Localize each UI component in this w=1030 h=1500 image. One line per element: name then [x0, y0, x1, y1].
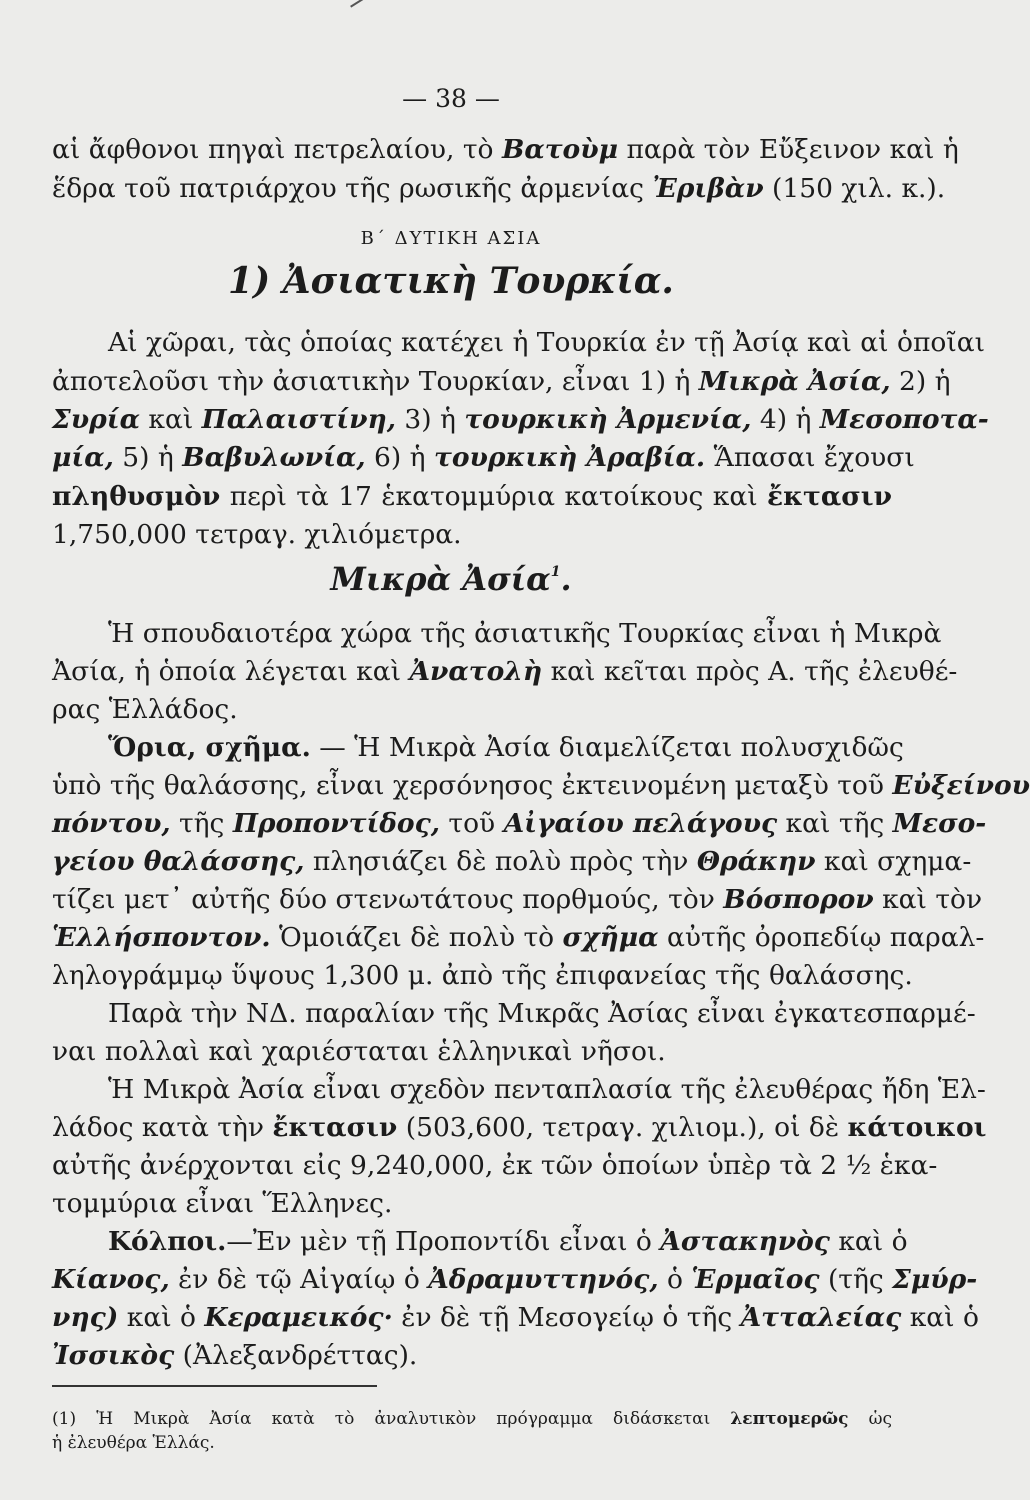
text-run: Ὁμοιάζει δὲ πολὺ τὸ — [270, 922, 563, 953]
text-run: τομμύρια εἶναι Ἕλληνες. — [52, 1188, 393, 1219]
text-run: λάδος κατὰ τὴν — [52, 1112, 273, 1143]
footnote-rule — [52, 1385, 377, 1387]
text-run: τίζει μετ᾽ αὐτῆς δύο στενωτάτους πορθμούς, τὸν — [52, 884, 724, 915]
text-run: καὶ τῆς — [777, 808, 893, 839]
text-run: Κίανος, — [52, 1264, 170, 1295]
text-run: ἕδρα τοῦ πατριάρχου τῆς ρωσικῆς ἀρμενίας — [52, 173, 653, 204]
text-line — [52, 1149, 938, 1183]
text-run: (Ἀλεξανδρέττας). — [174, 1340, 418, 1371]
text-run: μία, — [52, 442, 114, 473]
text-run: (τῆς — [819, 1264, 893, 1295]
page-number: — 38 — — [402, 84, 500, 113]
text-run: Ἀτταλείας — [740, 1302, 902, 1333]
text-run: Βαβυλωνία, — [182, 442, 366, 473]
intro-line-1 — [52, 133, 959, 167]
text-run: Μεσοποτα- — [819, 404, 989, 435]
text-run: Μικρὰ Ἀσία, — [698, 366, 891, 397]
text-run: Ἀστακηνὸς — [660, 1226, 830, 1257]
intro-line-2 — [52, 172, 946, 206]
heading-asiatic-turkey: 1) Ἀσιατικὴ Τουρκία. — [228, 260, 674, 302]
text-run: λεπτομερῶς — [730, 1409, 849, 1429]
text-run: Κόλποι. — [108, 1226, 227, 1257]
text-run: 4) ἡ — [751, 404, 820, 435]
text-line — [108, 997, 976, 1031]
text-run: ρας Ἑλλάδος. — [52, 694, 238, 725]
text-run: τῆς — [170, 808, 233, 839]
text-run: Εὐξείνου — [892, 770, 1030, 801]
text-run: (503,600, τετραγ. χιλιομ.), οἱ δὲ — [397, 1112, 848, 1143]
text-run: καὶ ὁ — [829, 1226, 908, 1257]
text-line — [52, 1263, 978, 1297]
text-run: ἔκτασιν — [272, 1112, 398, 1143]
text-run: Ἡ Μικρὰ Ἀσία εἶναι σχεδὸν πενταπλασία τῆς ἐλευθέρας ἤδη Ἑλ- — [108, 1074, 986, 1105]
text-run: —Ἐν μὲν τῇ Προποντίδι εἶναι ὁ — [226, 1226, 661, 1257]
text-line — [52, 403, 989, 437]
text-run: Βατοὺμ — [501, 134, 619, 165]
text-run: καὶ — [139, 404, 202, 435]
text-run: καὶ τὸν — [873, 884, 983, 915]
text-run: Ἡ σπουδαιοτέρα χώρα τῆς ἀσιατικῆς Τουρκίας εἶναι ἡ Μικρὰ — [108, 618, 942, 649]
text-run: καὶ ὁ — [901, 1302, 979, 1333]
text-run: τοῦ — [439, 808, 504, 839]
text-line — [52, 693, 892, 727]
text-run: Ἑλλήσποντον. — [52, 922, 271, 953]
text-line — [108, 1073, 986, 1107]
text-run: 6) ἡ — [365, 442, 434, 473]
text-run: αὐτῆς ἀνέρχονται εἰς 9,240,000, ἐκ τῶν ὁποίων ὑπὲρ τὰ 2 ½ ἑκα- — [52, 1150, 938, 1181]
text-run: Σμύρ- — [892, 1264, 978, 1295]
text-line — [52, 921, 985, 955]
text-run: Παρὰ τὴν ΝΔ. παραλίαν τῆς Μικρᾶς Ἀσίας εἶναι ἐγκατεσπαρμέ- — [108, 998, 976, 1029]
text-run: ἐν δὲ τῇ Μεσογείῳ ὁ τῆς — [392, 1302, 741, 1333]
text-run: Κεραμεικός· — [204, 1302, 393, 1333]
text-run: ἐν δὲ τῷ Αἰγαίῳ ὁ — [169, 1264, 429, 1295]
text-line — [52, 1339, 892, 1373]
text-run: Αἱ χῶραι, τὰς ὁποίας κατέχει ἡ Τουρκία ἐν τῇ Ἀσίᾳ καὶ αἱ ὁποῖαι — [108, 327, 985, 358]
text-run: Αἰγαίου πελάγους — [503, 808, 778, 839]
text-run: πληθυσμὸν — [52, 481, 221, 512]
text-line — [52, 883, 983, 917]
text-line — [108, 617, 942, 651]
text-run: καὶ σχημα- — [815, 846, 972, 877]
text-run: 2) ἡ — [890, 366, 951, 397]
text-run: Θράκην — [696, 846, 816, 877]
text-run: παρὰ τὸν Εὔξεινον καὶ ἡ — [618, 134, 959, 165]
text-run: ληλογράμμῳ ὕψους 1,300 μ. ἀπὸ τῆς ἐπιφανείας τῆς θαλάσσης. — [52, 960, 913, 991]
text-run: νης) — [52, 1302, 119, 1333]
text-run: Ἐριβὰν — [652, 173, 764, 204]
text-run: κάτοικοι — [847, 1112, 987, 1143]
text-line — [52, 1111, 987, 1145]
text-line — [108, 731, 904, 765]
text-run: Προποντίδος, — [232, 808, 440, 839]
text-run: Βόσπορον — [723, 884, 874, 915]
text-run: καὶ ὁ — [118, 1302, 205, 1333]
text-run: ἡ ἐλευθέρα Ἑλλάς. — [52, 1433, 215, 1453]
text-line — [52, 655, 958, 689]
text-run: γείου θαλάσσης, — [52, 846, 305, 877]
text-line — [52, 959, 913, 993]
text-run: Παλαιστίνη, — [201, 404, 396, 435]
text-run: πλησιάζει δὲ πολὺ πρὸς τὴν — [304, 846, 697, 877]
text-run: σχῆμα — [562, 922, 659, 953]
footnote-marker: 1 — [550, 564, 561, 580]
text-line — [52, 441, 915, 475]
text-run: Ἀνατολὴ — [409, 656, 543, 687]
ink-mark — [350, 0, 392, 8]
text-run: 1,750,000 τετραγ. χιλιόμετρα. — [52, 519, 462, 550]
text-run: τουρκικὴ Ἀρμενία, — [464, 404, 752, 435]
text-line — [52, 365, 951, 399]
text-run: (1) Ἡ Μικρὰ Ἀσία κατὰ τὸ ἀναλυτικὸν πρόγραμμα διδάσκεται — [52, 1409, 731, 1429]
text-run: Μεσο- — [892, 808, 987, 839]
text-run: ναι πολλαὶ καὶ χαριέσταται ἑλληνικαὶ νῆσοι. — [52, 1036, 666, 1067]
footnote-line — [52, 1407, 892, 1431]
text-run: ἀποτελοῦσι τὴν ἀσιατικὴν Τουρκίαν, εἶναι 1) ἡ — [52, 366, 699, 397]
text-line — [52, 518, 892, 552]
text-run: 5) ἡ — [113, 442, 183, 473]
text-run: Ἀδραμυττηνός, — [428, 1264, 659, 1295]
text-run: Ὅρια, σχῆμα. — [108, 732, 311, 763]
text-run: ὡς — [848, 1409, 892, 1429]
text-run: Ἀσία, ἡ ὁποία λέγεται καὶ — [52, 656, 410, 687]
heading-asia-minor-text: Μικρὰ Ἀσία — [330, 560, 551, 598]
text-line — [52, 845, 972, 879]
text-run: Ἑρμαῖος — [691, 1264, 820, 1295]
text-run: αὐτῆς ὀροπεδίῳ παραλ- — [658, 922, 985, 953]
text-run: ὑπὸ τῆς θαλάσσης, εἶναι χερσόνησος ἐκτεινομένη μεταξὺ τοῦ — [52, 770, 893, 801]
text-run: περὶ τὰ 17 ἑκατομμύρια κατοίκους καὶ — [220, 481, 768, 512]
text-run: Ἰσσικὸς — [52, 1340, 175, 1371]
footnote-line — [52, 1431, 892, 1455]
text-line — [108, 1225, 908, 1259]
text-run: ὁ — [658, 1264, 692, 1295]
text-run: καὶ κεῖται πρὸς Α. τῆς ἐλευθέ- — [542, 656, 958, 687]
text-line — [52, 807, 987, 841]
text-line — [52, 769, 1030, 803]
text-run: Ἅπασαι ἔχουσι — [705, 442, 915, 473]
text-run: — Ἡ Μικρὰ Ἀσία διαμελίζεται πολυσχιδῶς — [310, 732, 904, 763]
text-run: πόντου, — [52, 808, 171, 839]
text-run: Συρία — [52, 404, 140, 435]
text-run: 3) ἡ — [395, 404, 465, 435]
text-run: ἔκτασιν — [767, 481, 892, 512]
text-line — [52, 1035, 892, 1069]
text-run: (150 χιλ. κ.). — [763, 173, 946, 204]
text-line — [108, 326, 985, 360]
text-line — [52, 1301, 979, 1335]
text-line — [52, 480, 892, 514]
text-run: τουρκικὴ Ἀραβία. — [433, 442, 706, 473]
text-run: αἱ ἄφθονοι πηγαὶ πετρελαίου, τὸ — [52, 134, 502, 165]
section-title: Β΄ ΔΥΤΙΚΗ ΑΣΙΑ — [360, 228, 542, 249]
text-line — [52, 1187, 892, 1221]
heading-asia-minor: Μικρὰ Ἀσία$^1$. — [330, 560, 572, 598]
